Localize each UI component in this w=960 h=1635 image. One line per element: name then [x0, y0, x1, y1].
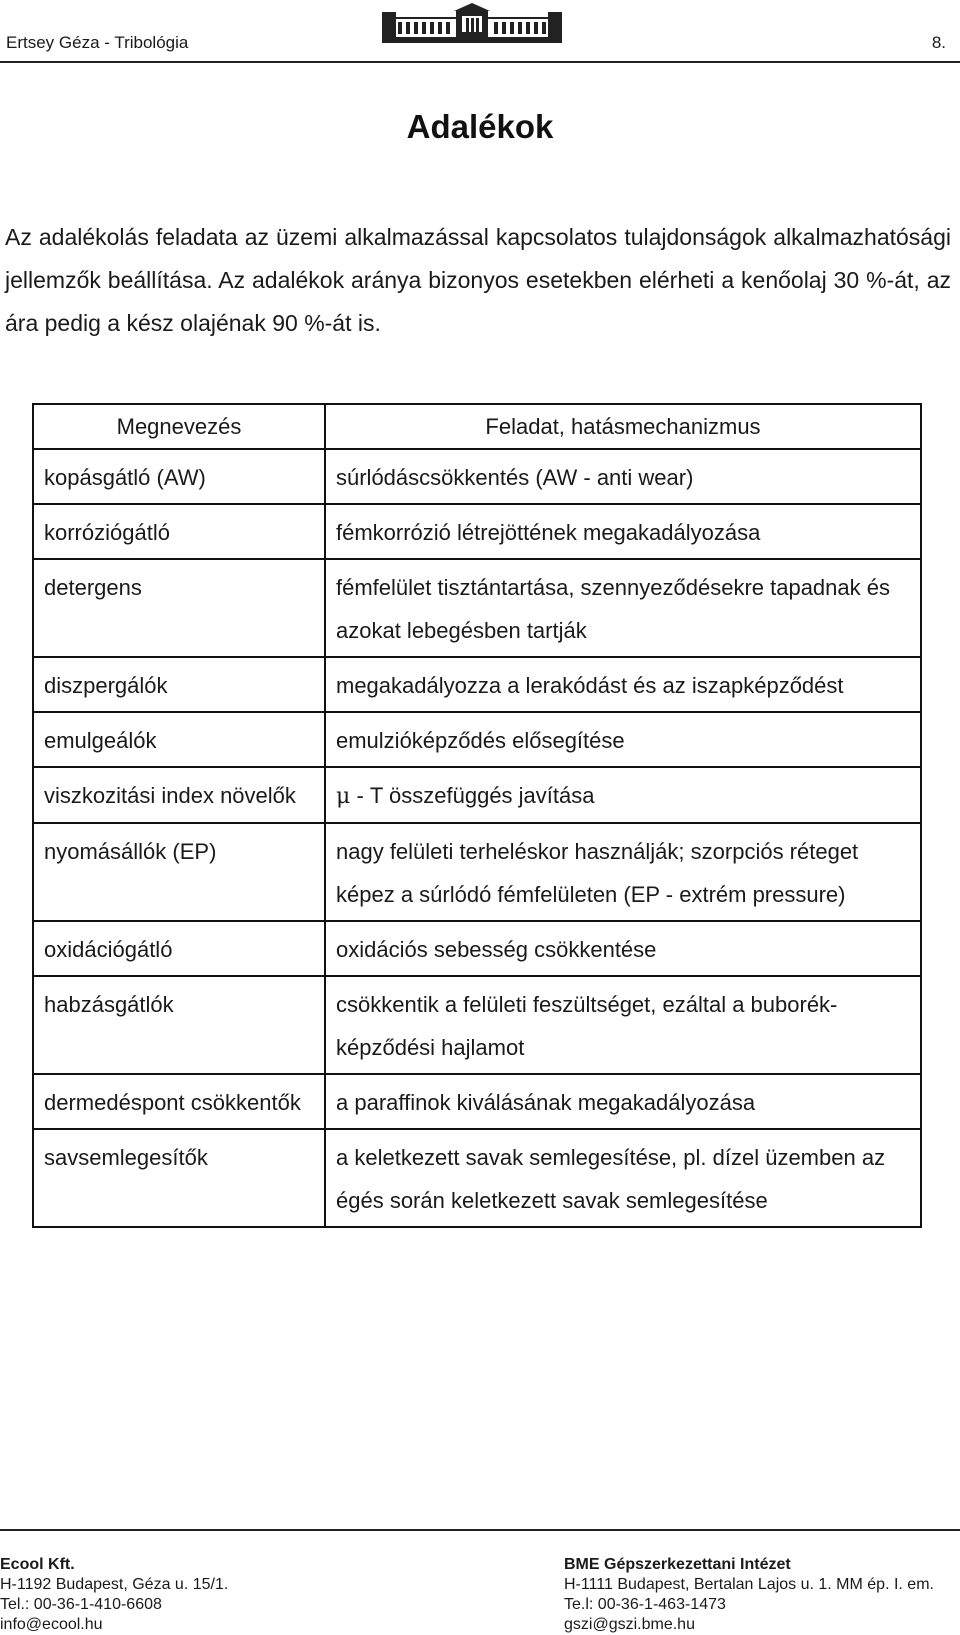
additive-name: emulgeálók [33, 712, 325, 767]
intro-text: Az adalékolás feladata az üzemi alkalmazással kapcsolatos tulajdonságok alkalmazhatósági jellemzők beállítása. Az adalékok aránya bizonyos esetekben elérheti a kenőolaj 30 %-át, az ára pedig a kész olajénak 90 %-át is. [5, 224, 951, 336]
column-header-name: Megnevezés [33, 404, 325, 449]
additive-role: csökkentik a felületi feszültséget, ezáltal a buborék-képződési hajlamot [325, 976, 921, 1074]
intro-paragraph [5, 216, 951, 345]
column-header-role: Feladat, hatásmechanizmus [325, 404, 921, 449]
footer-right-address: H-1111 Budapest, Bertalan Lajos u. 1. MM ép. I. em. [564, 1576, 934, 1593]
additive-role: oxidációs sebesség csökkentése [325, 921, 921, 976]
additive-name: diszpergálók [33, 657, 325, 712]
university-building-logo [380, 2, 564, 46]
additive-role: a keletkezett savak semlegesítése, pl. dízel üzemben az égés során keletkezett savak semlegesítése [325, 1129, 921, 1227]
header-page-number: 8. [931, 33, 946, 52]
mu-symbol: μ [336, 784, 351, 809]
table-row [33, 504, 921, 559]
table-row [33, 976, 921, 1074]
additive-role: emulzióképződés elősegítése [325, 712, 921, 767]
footer-right-contact [564, 1555, 934, 1635]
additive-name: habzásgátlók [33, 976, 325, 1074]
additive-role: a paraffinok kiválásának megakadályozása [325, 1074, 921, 1129]
footer-left-address: H-1192 Budapest, Géza u. 15/1. [0, 1576, 229, 1593]
additives-table [32, 403, 922, 1228]
footer-divider [0, 1529, 960, 1531]
additive-role-text: - T összefüggés javítása [356, 783, 595, 808]
additive-role: súrlódáscsökkentés (AW - anti wear) [325, 449, 921, 504]
header-divider [0, 61, 960, 63]
additive-role: megakadályozza a lerakódást és az iszapképződést [325, 657, 921, 712]
additive-name: detergens [33, 559, 325, 657]
additive-name: korróziógátló [33, 504, 325, 559]
additive-name: savsemlegesítők [33, 1129, 325, 1227]
footer-left-email: info@ecool.hu [0, 1616, 103, 1633]
footer-left-contact [0, 1555, 228, 1635]
additive-name: dermedéspont csökkentők [33, 1074, 325, 1129]
table-row [33, 657, 921, 712]
additive-name: oxidációgátló [33, 921, 325, 976]
additive-role [325, 767, 921, 823]
table-row [33, 449, 921, 504]
additive-name: kopásgátló (AW) [33, 449, 325, 504]
additive-role: fémkorrózió létrejöttének megakadályozása [325, 504, 921, 559]
footer-right-email: gszi@gszi.bme.hu [564, 1616, 695, 1633]
page-title: Adalékok [406, 108, 554, 145]
table-row [33, 712, 921, 767]
footer-left-phone: Tel.: 00-36-1-410-6608 [0, 1596, 162, 1613]
table-row [33, 1074, 921, 1129]
table-row [33, 559, 921, 657]
table-row [33, 823, 921, 921]
table-header-row [33, 404, 921, 449]
additive-role: nagy felületi terheléskor használják; szorpciós réteget képez a súrlódó fémfelületen (EP - extrém pressure) [325, 823, 921, 921]
header-document-title: Ertsey Géza - Tribológia [6, 33, 189, 52]
table-row [33, 921, 921, 976]
footer-right-phone: Te.l: 00-36-1-463-1473 [564, 1596, 726, 1613]
footer-left-company: Ecool Kft. [0, 1556, 75, 1573]
footer-right-institute: BME Gépszerkezettani Intézet [564, 1556, 791, 1573]
additive-name: nyomásállók (EP) [33, 823, 325, 921]
table-row [33, 767, 921, 823]
additive-name: viszkozitási index növelők [33, 767, 325, 823]
table-row [33, 1129, 921, 1227]
additive-role: fémfelület tisztántartása, szennyeződésekre tapadnak és azokat lebegésben tartják [325, 559, 921, 657]
